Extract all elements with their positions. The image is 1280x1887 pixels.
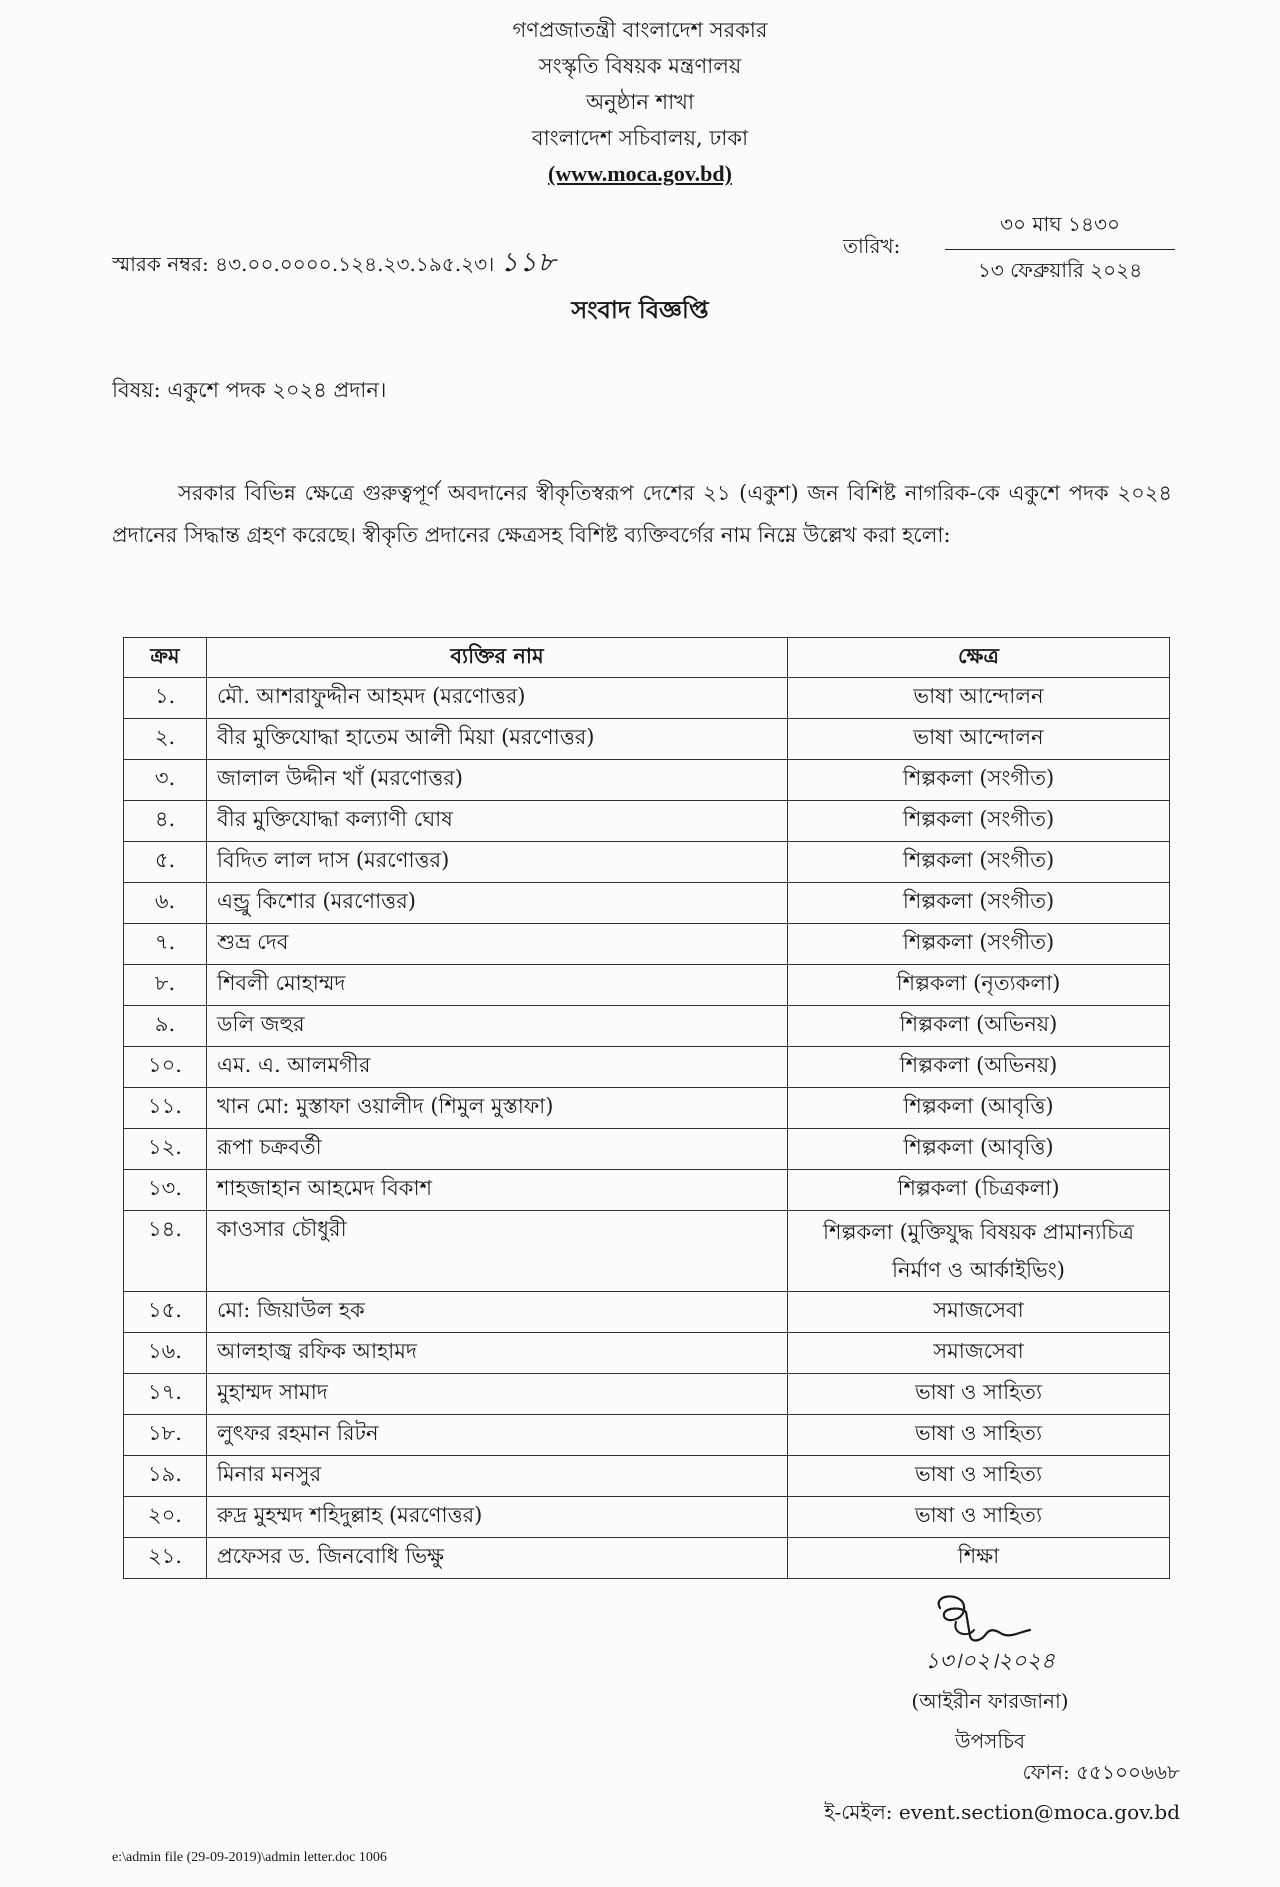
signatory-name: (আইরীন ফারজানা) bbox=[911, 1689, 1069, 1713]
field-cell: ভাষা ও সাহিত্য bbox=[788, 1456, 1170, 1497]
name-cell: শিবলী মোহাম্মদ bbox=[207, 965, 788, 1006]
serial-cell: ১৫. bbox=[124, 1292, 207, 1333]
field-cell: শিল্পকলা (অভিনয়) bbox=[788, 1006, 1170, 1047]
serial-cell: ১০. bbox=[124, 1047, 207, 1088]
serial-cell: ১৬. bbox=[124, 1333, 207, 1374]
serial-cell: ৮. bbox=[124, 965, 207, 1006]
serial-cell: ৪. bbox=[124, 801, 207, 842]
table-row bbox=[124, 760, 1170, 801]
name-cell: বীর মুক্তিযোদ্ধা হাতেম আলী মিয়া (মরণোত্তর) bbox=[207, 719, 788, 760]
field-cell: শিল্পকলা (আবৃত্তি) bbox=[788, 1129, 1170, 1170]
body-paragraph: সরকার বিভিন্ন ক্ষেত্রে গুরুত্বপূর্ণ অবদানের স্বীকৃতিস্বরূপ দেশের ২১ (একুশ) জন বিশিষ্ট নাগরিক-কে একুশে পদক ২০২৪ প্রদানের সিদ্ধান্ত গ্রহণ করেছে। স্বীকৃতি প্রদানের ক্ষেত্রসহ বিশিষ্ট ব্যক্তিবর্গের নাম নিম্নে উল্লেখ করা হলো: bbox=[112, 481, 1172, 547]
office-address: বাংলাদেশ সচিবালয়, ঢাকা bbox=[531, 126, 749, 150]
serial-cell: ২০. bbox=[124, 1497, 207, 1538]
col-header-field: ক্ষেত্র bbox=[788, 638, 1170, 678]
table-row bbox=[124, 1333, 1170, 1374]
serial-cell: ১৯. bbox=[124, 1456, 207, 1497]
serial-cell: ৭. bbox=[124, 924, 207, 965]
field-cell: ভাষা ও সাহিত্য bbox=[788, 1415, 1170, 1456]
col-header-name: ব্যক্তির নাম bbox=[207, 638, 788, 678]
field-cell: শিল্পকলা (সংগীত) bbox=[788, 924, 1170, 965]
field-cell: শিল্পকলা (অভিনয়) bbox=[788, 1047, 1170, 1088]
field-cell: শিল্পকলা (সংগীত) bbox=[788, 842, 1170, 883]
name-cell: মুহাম্মদ সামাদ bbox=[207, 1374, 788, 1415]
table-row bbox=[124, 1006, 1170, 1047]
name-cell: খান মো: মুস্তাফা ওয়ালীদ (শিমুল মুস্তাফা) bbox=[207, 1088, 788, 1129]
document-title: সংবাদ বিজ্ঞপ্তি bbox=[571, 295, 709, 324]
serial-cell: ৯. bbox=[124, 1006, 207, 1047]
table-row bbox=[124, 1374, 1170, 1415]
field-cell: শিল্পকলা (নৃত্যকলা) bbox=[788, 965, 1170, 1006]
memo-number-label: স্মারক নম্বর: ৪৩.০০.০০০০.১২৪.২৩.১৯৫.২৩। bbox=[112, 252, 495, 276]
name-cell: জালাল উদ্দীন খাঁ (মরণোত্তর) bbox=[207, 760, 788, 801]
section-name: অনুষ্ঠান শাখা bbox=[585, 90, 695, 114]
field-cell: ভাষা ও সাহিত্য bbox=[788, 1497, 1170, 1538]
phone-number: ফোন: ৫৫১০০৬৬৮ bbox=[1022, 1760, 1180, 1784]
signature-block bbox=[855, 1590, 1125, 1761]
subject-line: বিষয়: একুশে পদক ২০২৪ প্রদান। bbox=[112, 378, 387, 402]
table-row bbox=[124, 1211, 1170, 1292]
name-cell: ডলি জহুর bbox=[207, 1006, 788, 1047]
serial-cell: ৫. bbox=[124, 842, 207, 883]
name-cell: রুদ্র মুহম্মদ শহিদুল্লাহ (মরণোত্তর) bbox=[207, 1497, 788, 1538]
serial-cell: ১৩. bbox=[124, 1170, 207, 1211]
serial-cell: ৬. bbox=[124, 883, 207, 924]
table-row bbox=[124, 1538, 1170, 1579]
date-bangla: ৩০ মাঘ ১৪৩০ bbox=[945, 210, 1175, 250]
name-cell: মৌ. আশরাফুদ্দীন আহমদ (মরণোত্তর) bbox=[207, 678, 788, 719]
government-name: গণপ্রজাতন্ত্রী বাংলাদেশ সরকার bbox=[512, 18, 768, 42]
name-cell: রূপা চক্রবর্তী bbox=[207, 1129, 788, 1170]
table-row bbox=[124, 1170, 1170, 1211]
ministry-name: সংস্কৃতি বিষয়ক মন্ত্রণালয় bbox=[538, 54, 742, 78]
file-path-footer: e:\admin file (29-09-2019)\admin letter.doc 1006 bbox=[112, 1850, 387, 1865]
field-cell: সমাজসেবা bbox=[788, 1333, 1170, 1374]
serial-cell: ১. bbox=[124, 678, 207, 719]
serial-cell: ১৭. bbox=[124, 1374, 207, 1415]
letterhead bbox=[0, 12, 1280, 192]
signatory-designation: উপসচিব bbox=[954, 1729, 1025, 1753]
signature-date: ১৩।০২।২০২৪ bbox=[924, 1649, 1056, 1674]
table-row bbox=[124, 1129, 1170, 1170]
field-cell: শিল্পকলা (সংগীত) bbox=[788, 801, 1170, 842]
email-address[interactable]: ই-মেইল: event.section@moca.gov.bd bbox=[824, 1800, 1180, 1824]
field-cell: ভাষা আন্দোলন bbox=[788, 678, 1170, 719]
date-gregorian: ১৩ ফেব্রুয়ারি ২০২৪ bbox=[977, 258, 1143, 282]
table-row bbox=[124, 924, 1170, 965]
memo-handwritten-number: ১১৮ bbox=[500, 247, 557, 278]
col-header-serial: ক্রম bbox=[124, 638, 207, 678]
awardee-table bbox=[123, 637, 1170, 1579]
field-cell: শিল্পকলা (চিত্রকলা) bbox=[788, 1170, 1170, 1211]
name-cell: বিদিত লাল দাস (মরণোত্তর) bbox=[207, 842, 788, 883]
field-cell: শিক্ষা bbox=[788, 1538, 1170, 1579]
table-row bbox=[124, 1456, 1170, 1497]
serial-cell: ৩. bbox=[124, 760, 207, 801]
field-cell: শিল্পকলা (সংগীত) bbox=[788, 760, 1170, 801]
table-row bbox=[124, 719, 1170, 760]
name-cell: মিনার মনসুর bbox=[207, 1456, 788, 1497]
website-link[interactable]: (www.moca.gov.bd) bbox=[548, 161, 732, 186]
serial-cell: ১১. bbox=[124, 1088, 207, 1129]
table-row bbox=[124, 842, 1170, 883]
field-cell: শিল্পকলা (সংগীত) bbox=[788, 883, 1170, 924]
field-cell: শিল্পকলা (মুক্তিযুদ্ধ বিষয়ক প্রামান্যচিত্র নির্মাণ ও আর্কাইভিং) bbox=[788, 1211, 1170, 1292]
serial-cell: ২. bbox=[124, 719, 207, 760]
serial-cell: ২১. bbox=[124, 1538, 207, 1579]
name-cell: মো: জিয়াউল হক bbox=[207, 1292, 788, 1333]
name-cell: লুৎফর রহমান রিটন bbox=[207, 1415, 788, 1456]
name-cell: শাহজাহান আহমেদ বিকাশ bbox=[207, 1170, 788, 1211]
name-cell: আলহাজ্ব রফিক আহামদ bbox=[207, 1333, 788, 1374]
table-row bbox=[124, 883, 1170, 924]
name-cell: এন্ড্রু কিশোর (মরণোত্তর) bbox=[207, 883, 788, 924]
name-cell: এম. এ. আলমগীর bbox=[207, 1047, 788, 1088]
serial-cell: ১৪. bbox=[124, 1211, 207, 1292]
serial-cell: ১২. bbox=[124, 1129, 207, 1170]
field-cell: সমাজসেবা bbox=[788, 1292, 1170, 1333]
name-cell: কাওসার চৌধুরী bbox=[207, 1211, 788, 1292]
name-cell: প্রফেসর ড. জিনবোধি ভিক্ষু bbox=[207, 1538, 788, 1579]
table-row bbox=[124, 801, 1170, 842]
name-cell: বীর মুক্তিযোদ্ধা কল্যাণী ঘোষ bbox=[207, 801, 788, 842]
table-row bbox=[124, 1415, 1170, 1456]
table-row bbox=[124, 1047, 1170, 1088]
table-row bbox=[124, 1088, 1170, 1129]
date-block bbox=[945, 210, 1175, 289]
name-cell: শুভ্র দেব bbox=[207, 924, 788, 965]
field-cell: শিল্পকলা (আবৃত্তি) bbox=[788, 1088, 1170, 1129]
serial-cell: ১৮. bbox=[124, 1415, 207, 1456]
table-row bbox=[124, 678, 1170, 719]
table-row bbox=[124, 1292, 1170, 1333]
table-header-row bbox=[124, 638, 1170, 678]
contact-block bbox=[710, 1752, 1180, 1832]
field-cell: ভাষা ও সাহিত্য bbox=[788, 1374, 1170, 1415]
date-label: তারিখ: bbox=[843, 234, 901, 258]
field-cell: ভাষা আন্দোলন bbox=[788, 719, 1170, 760]
memo-number bbox=[112, 242, 556, 287]
table-row bbox=[124, 965, 1170, 1006]
table-row bbox=[124, 1497, 1170, 1538]
